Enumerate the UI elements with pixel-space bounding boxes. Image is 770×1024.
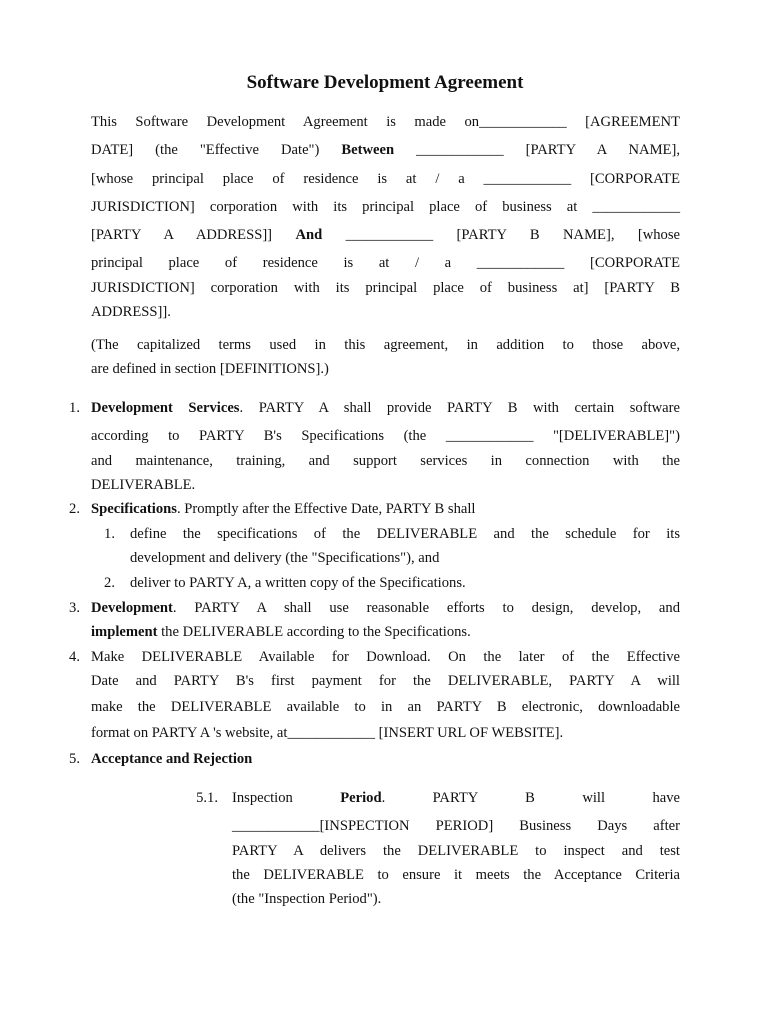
definitions-note: (The capitalized terms used in this agreement, in addition to those above, xyxy=(91,337,680,353)
section-number: 1. xyxy=(69,400,80,416)
section-2-subitem-line: development and delivery (the "Specifications"), and xyxy=(130,550,440,566)
section-2-subitem-line: define the specifications of the DELIVERABLE and the schedule for its xyxy=(130,526,680,542)
section-number: 4. xyxy=(69,649,80,665)
section-1-line: Development Services. PARTY A shall provide PARTY B with certain software xyxy=(91,400,680,416)
section-number: 3. xyxy=(69,600,80,616)
section-4-line: format on PARTY A 's website, at____________ [INSERT URL OF WEBSITE]. xyxy=(91,725,564,741)
section-4-line: make the DELIVERABLE available to in an PARTY B electronic, downloadable xyxy=(91,699,680,715)
document-title: Software Development Agreement xyxy=(246,72,524,93)
subsection-number: 5.1. xyxy=(196,790,218,806)
section-5-1-line: Inspection Period. PARTY B will have xyxy=(232,790,681,806)
section-2-subitem-line: deliver to PARTY A, a written copy of the Specifications. xyxy=(130,575,466,591)
section-5-1-line: PARTY A delivers the DELIVERABLE to inspect and test xyxy=(232,843,680,859)
intro-line: This Software Development Agreement is made on____________ [AGREEMENT xyxy=(91,114,680,130)
section-5-1-line: ____________[INSPECTION PERIOD] Business Days after xyxy=(232,818,680,834)
section-5-1-line: (the "Inspection Period"). xyxy=(232,891,382,907)
section-1-line: according to PARTY B's Specifications (the ____________ "[DELIVERABLE]") xyxy=(91,428,680,444)
subitem-number: 2. xyxy=(104,575,115,591)
section-3-line: implement the DELIVERABLE according to the Specifications. xyxy=(91,624,471,640)
section-1-line: and maintenance, training, and support services in connection with the xyxy=(91,453,680,469)
section-1-line: DELIVERABLE. xyxy=(91,477,196,493)
subitem-number: 1. xyxy=(104,526,115,542)
intro-line: [whose principal place of residence is at / a ____________ [CORPORATE xyxy=(91,171,680,187)
intro-line: JURISDICTION] corporation with its principal place of business at ____________ xyxy=(91,199,680,215)
section-2-line: Specifications. Promptly after the Effective Date, PARTY B shall xyxy=(91,501,476,517)
intro-line: JURISDICTION] corporation with its principal place of business at] [PARTY B xyxy=(91,280,680,296)
intro-line: [PARTY A ADDRESS]] And ____________ [PARTY B NAME], [whose xyxy=(91,227,680,243)
section-5-heading: Acceptance and Rejection xyxy=(91,751,253,767)
section-4-line: Make DELIVERABLE Available for Download. On the later of the Effective xyxy=(91,649,680,665)
intro-line: principal place of residence is at / a ____________ [CORPORATE xyxy=(91,255,680,271)
section-4-line: Date and PARTY B's first payment for the DELIVERABLE, PARTY A will xyxy=(91,673,680,689)
section-5-1-line: the DELIVERABLE to ensure it meets the Acceptance Criteria xyxy=(232,867,680,883)
section-number: 5. xyxy=(69,751,80,767)
intro-line: DATE] (the "Effective Date") Between ____________ [PARTY A NAME], xyxy=(91,142,680,158)
section-number: 2. xyxy=(69,501,80,517)
definitions-note: are defined in section [DEFINITIONS].) xyxy=(91,361,329,377)
section-3-line: Development. PARTY A shall use reasonable efforts to design, develop, and xyxy=(91,600,680,616)
intro-line: ADDRESS]]. xyxy=(91,304,171,320)
